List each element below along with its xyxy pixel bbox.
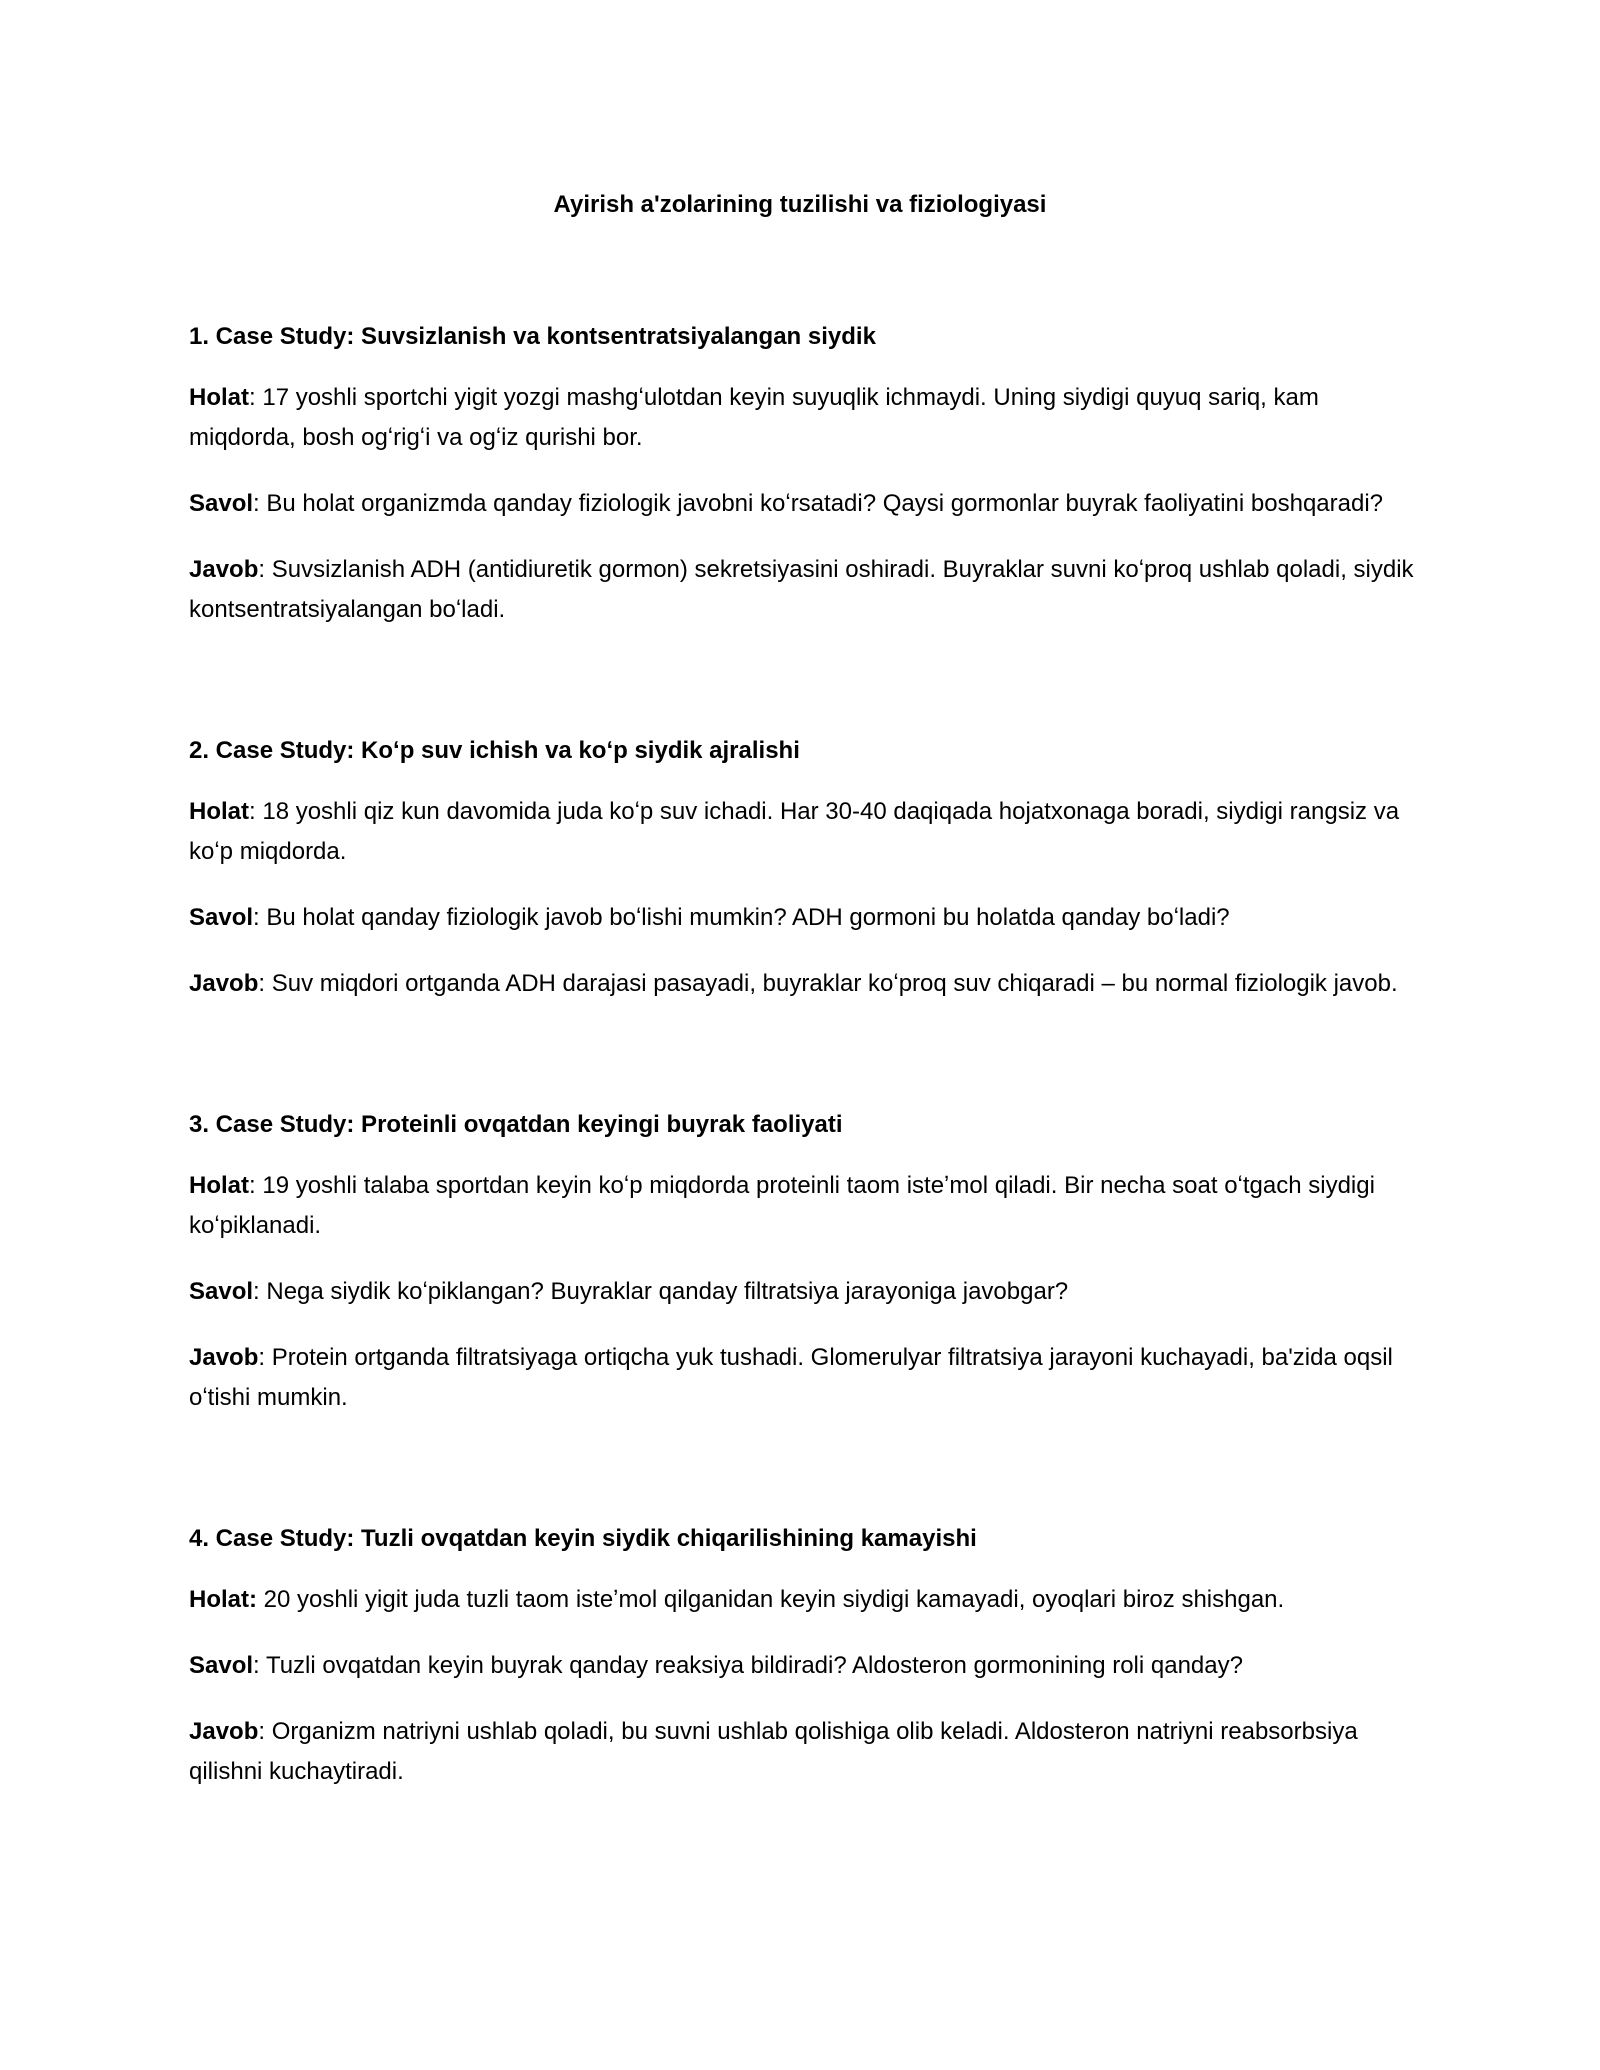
javob-label: Javob	[189, 970, 259, 997]
javob-text: Organizm natriyni ushlab qoladi, bu suvni ushlab qolishiga olib keladi. Aldosteron natriyni reabsorbsiya qilishni kuchaytiradi.	[189, 1718, 1358, 1785]
holat-separator: :	[249, 384, 256, 411]
holat-paragraph	[189, 1166, 1424, 1246]
holat-separator: :	[249, 798, 256, 825]
javob-separator: :	[258, 556, 266, 583]
section-gap	[189, 1444, 1424, 1524]
case-study-3	[189, 1110, 1424, 1418]
case-study-heading: 2. Case Study: Koʻp suv ichish va koʻp siydik ajralishi	[189, 737, 800, 764]
savol-label: Savol	[189, 904, 254, 931]
javob-label: Javob	[189, 1718, 259, 1745]
case-study-heading: 4. Case Study: Tuzli ovqatdan keyin siydik chiqarilishining kamayishi	[189, 1525, 977, 1552]
section-gap	[189, 1030, 1424, 1110]
savol-separator: :	[253, 1652, 260, 1679]
javob-text: Protein ortganda filtratsiyaga ortiqcha yuk tushadi. Glomerulyar filtratsiya jarayoni kuchayadi, ba'zida oqsil oʻtishi mumkin.	[189, 1344, 1393, 1411]
holat-text: 20 yoshli yigit juda tuzli taom isteʼmol qilganidan keyin siydigi kamayadi, oyoqlari biroz shishgan.	[257, 1586, 1285, 1613]
javob-paragraph	[189, 1712, 1424, 1792]
savol-text: Bu holat qanday fiziologik javob boʻlishi mumkin? ADH gormoni bu holatda qanday boʻladi?	[259, 904, 1230, 931]
holat-text: 19 yoshli talaba sportdan keyin koʻp miqdorda proteinli taom isteʼmol qiladi. Bir necha soat oʻtgach siydigi koʻpiklanadi.	[189, 1172, 1375, 1239]
section-gap	[189, 656, 1424, 736]
case-study-2	[189, 736, 1424, 1004]
javob-paragraph	[189, 550, 1424, 630]
holat-paragraph	[189, 1580, 1424, 1620]
document-body	[189, 322, 1424, 1818]
savol-paragraph	[189, 484, 1424, 524]
savol-text: Nega siydik koʻpiklangan? Buyraklar qanday filtratsiya jarayoniga javobgar?	[259, 1278, 1069, 1305]
savol-paragraph	[189, 1272, 1424, 1312]
holat-label: Holat	[189, 1172, 249, 1199]
holat-paragraph	[189, 378, 1424, 458]
savol-text: Tuzli ovqatdan keyin buyrak qanday reaksiya bildiradi? Aldosteron gormonining roli qanday?	[259, 1652, 1243, 1679]
javob-separator: :	[258, 1718, 266, 1745]
savol-separator: :	[253, 490, 260, 517]
holat-label: Holat	[189, 384, 249, 411]
case-study-heading: 3. Case Study: Proteinli ovqatdan keyingi buyrak faoliyati	[189, 1111, 843, 1138]
savol-label: Savol	[189, 490, 254, 517]
javob-separator: :	[258, 970, 266, 997]
holat-separator: :	[249, 1172, 256, 1199]
savol-separator: :	[253, 1278, 260, 1305]
case-study-4	[189, 1524, 1424, 1792]
savol-separator: :	[253, 904, 260, 931]
case-study-heading: 1. Case Study: Suvsizlanish va kontsentratsiyalangan siydik	[189, 323, 876, 350]
javob-paragraph	[189, 1338, 1424, 1418]
javob-separator: :	[258, 1344, 266, 1371]
holat-label: Holat:	[189, 1586, 257, 1613]
holat-text: 17 yoshli sportchi yigit yozgi mashgʻulotdan keyin suyuqlik ichmaydi. Uning siydigi quyuq sariq, kam miqdorda, bosh ogʻrigʻi va ogʻiz qurishi bor.	[189, 384, 1319, 451]
savol-label: Savol	[189, 1652, 254, 1679]
javob-text: Suvsizlanish ADH (antidiuretik gormon) sekretsiyasini oshiradi. Buyraklar suvni koʻproq ushlab qoladi, siydik kontsentratsiyalangan boʻladi.	[189, 556, 1414, 623]
javob-label: Javob	[189, 1344, 259, 1371]
case-study-1	[189, 322, 1424, 630]
holat-text: 18 yoshli qiz kun davomida juda koʻp suv ichadi. Har 30-40 daqiqada hojatxonaga boradi, siydigi rangsiz va koʻp miqdorda.	[189, 798, 1400, 865]
document-title: Ayirish a'zolarining tuzilishi va fiziologiyasi	[553, 191, 1047, 218]
savol-text: Bu holat organizmda qanday fiziologik javobni koʻrsatadi? Qaysi gormonlar buyrak faoliyatini boshqaradi?	[259, 490, 1384, 517]
javob-text: Suv miqdori ortganda ADH darajasi pasayadi, buyraklar koʻproq suv chiqaradi – bu normal fiziologik javob.	[265, 970, 1398, 997]
holat-label: Holat	[189, 798, 249, 825]
savol-paragraph	[189, 898, 1424, 938]
savol-paragraph	[189, 1646, 1424, 1686]
savol-label: Savol	[189, 1278, 254, 1305]
javob-label: Javob	[189, 556, 259, 583]
holat-paragraph	[189, 792, 1424, 872]
javob-paragraph	[189, 964, 1424, 1004]
